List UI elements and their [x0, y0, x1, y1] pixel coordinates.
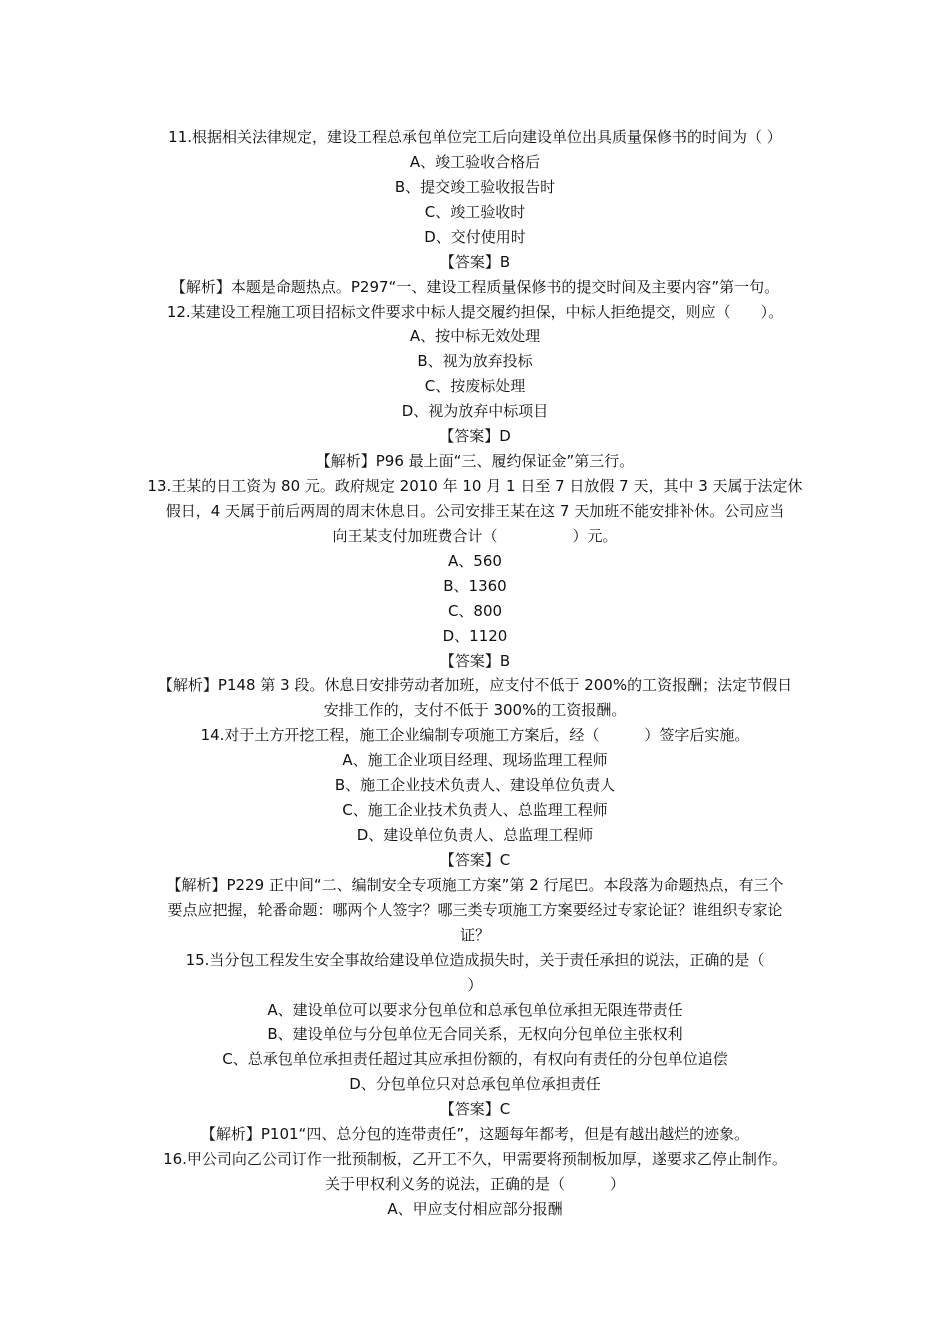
text-line: C、总承包单位承担责任超过其应承担份额的，有权向有责任的分包单位追偿 [222, 1050, 728, 1068]
text-line: D、1120 [442, 627, 508, 645]
text-line: C、竣工验收时 [424, 203, 526, 221]
text-line: 【答案】C [439, 1100, 511, 1118]
text-line: B、建设单位与分包单位无合同关系，无权向分包单位主张权利 [267, 1025, 683, 1043]
text-line: A、竣工验收合格后 [409, 153, 541, 171]
text-line: C、按废标处理 [424, 377, 526, 395]
text-line: 要点应把握，轮番命题：哪两个人签字？哪三类专项施工方案要经过专家论证？谁组织专家论 [167, 901, 783, 919]
text-line: 16.甲公司向乙公司订作一批预制板，乙开工不久，甲需要将预制板加厚，遂要求乙停止制作。 [163, 1150, 787, 1168]
text-line: 向王某支付加班费合计（ ）元。 [332, 527, 618, 545]
text-line: 证？ [459, 926, 490, 944]
text-line: D、建设单位负责人、总监理工程师 [356, 826, 594, 844]
text-line: C、800 [447, 602, 503, 620]
text-line: B、施工企业技术负责人、建设单位负责人 [334, 776, 616, 794]
text-line: B、提交竣工验收报告时 [394, 178, 556, 196]
text-line: 13.王某的日工资为 80 元。政府规定 2010 年 10 月 1 日至 7 日放假 7 天，其中 3 天属于法定休 [147, 477, 803, 495]
text-line: 【解析】P101“四、总分包的连带责任”，这题每年都考，但是有越出越烂的迹象。 [200, 1125, 750, 1143]
text-line: 【解析】P148 第 3 段。休息日安排劳动者加班，应支付不低于 200%的工资报酬；法定节假日 [157, 676, 793, 694]
text-line: 假日，4 天属于前后两周的周末休息日。公司安排王某在这 7 天加班不能安排补休。公司应当 [165, 502, 785, 520]
text-line: ） [467, 976, 483, 994]
text-line: 【解析】P96 最上面“三、履约保证金”第三行。 [315, 452, 635, 470]
text-line: 【答案】D [439, 427, 511, 445]
text-line: A、建设单位可以要求分包单位和总承包单位承担无限连带责任 [267, 1001, 683, 1019]
text-line: 15.当分包工程发生安全事故给建设单位造成损失时，关于责任承担的说法，正确的是（ [185, 951, 765, 969]
text-line: A、按中标无效处理 [409, 327, 541, 345]
text-line: D、分包单位只对总承包单位承担责任 [349, 1075, 601, 1093]
text-line: B、视为放弃投标 [417, 352, 533, 370]
text-line: D、交付使用时 [424, 228, 526, 246]
text-line: A、施工企业项目经理、现场监理工程师 [342, 751, 608, 769]
text-line: A、560 [448, 552, 502, 570]
text-line: 【解析】本题是命题热点。P297“一、建设工程质量保修书的提交时间及主要内容”第一句。 [170, 278, 780, 296]
text-line: 关于甲权利义务的说法，正确的是（ ） [324, 1175, 625, 1193]
text-line: 【答案】B [439, 253, 511, 271]
text-line: 安排工作的，支付不低于 300%的工资报酬。 [323, 701, 627, 719]
text-line: B、1360 [443, 577, 507, 595]
text-line: C、施工企业技术负责人、总监理工程师 [342, 801, 608, 819]
text-line: A、甲应支付相应部分报酬 [387, 1200, 563, 1218]
text-line: 11.根据相关法律规定，建设工程总承包单位完工后向建设单位出具质量保修书的时间为（ ） [168, 128, 782, 146]
text-line: D、视为放弃中标项目 [401, 402, 549, 420]
text-line: 12.某建设工程施工项目招标文件要求中标人提交履约担保，中标人拒绝提交，则应（ ）。 [166, 303, 784, 321]
text-line: 【答案】C [439, 851, 511, 869]
text-line: 【解析】P229 正中间“二、编制安全专项施工方案”第 2 行尾巴。本段落为命题热点，有三个 [166, 876, 784, 894]
text-line: 14.对于土方开挖工程，施工企业编制专项施工方案后，经（ ）签字后实施。 [200, 726, 750, 744]
text-line: 【答案】B [439, 652, 511, 670]
